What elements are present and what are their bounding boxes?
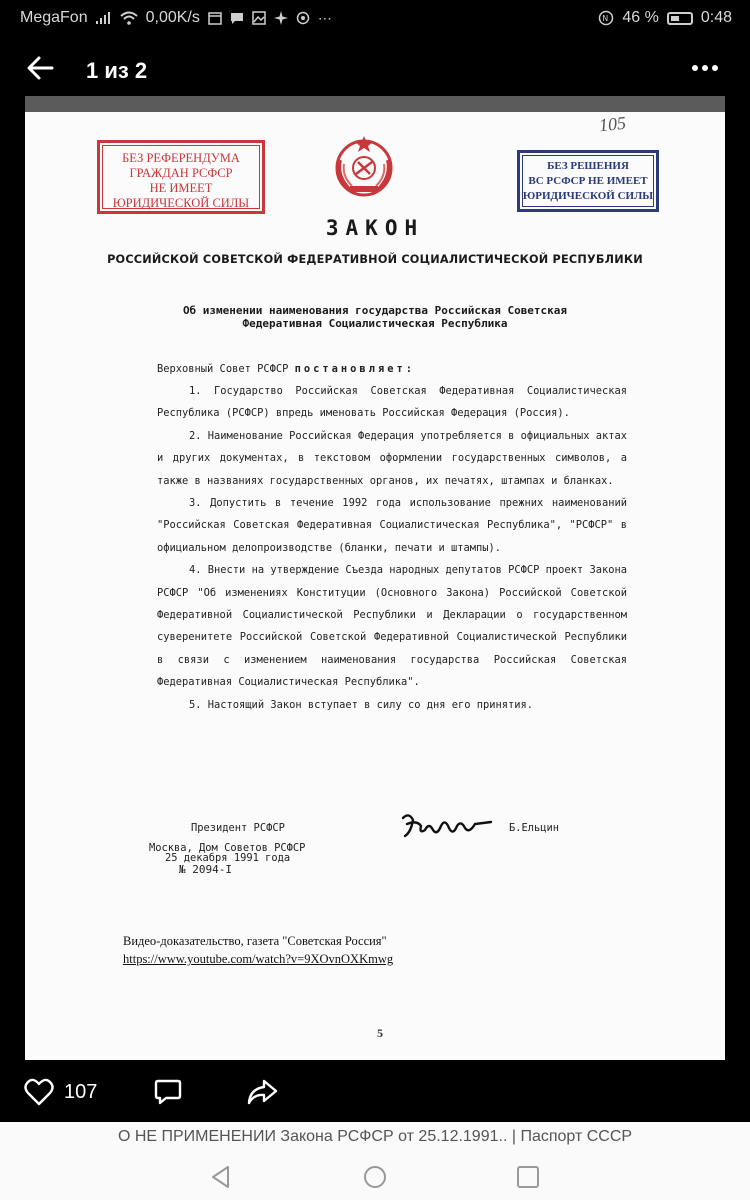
calendar-icon — [208, 11, 222, 25]
net-speed: 0,00K/s — [145, 9, 200, 26]
law-about-line: Об изменении наименования государства Российская Советская — [182, 304, 568, 317]
chat-icon — [230, 11, 244, 25]
archive-number: 105 — [597, 112, 627, 136]
clock: 0:48 — [700, 9, 732, 26]
wifi-icon — [120, 11, 138, 25]
sign-date: 25 декабря 1991 года — [165, 852, 291, 864]
status-right — [598, 9, 732, 27]
battery-percent: 46 % — [622, 9, 659, 26]
law-paragraph: 3. Допустить в течение 1992 года использование прежних наименований "Российская Советская Федеративная Социалистическая Республика", "РСФСР" в официальном делопроизводстве (бланки, печати и штампы). — [157, 497, 627, 554]
document-page — [25, 112, 725, 1060]
signer-name: Б.Ельцин — [509, 822, 560, 834]
source-title[interactable]: О НЕ ПРИМЕНЕНИИ Закона РСФСР от 25.12.1991.. | Паспорт СССР — [0, 1122, 750, 1152]
video-caption: Видео-доказательство, газета "Советская Россия" — [123, 934, 387, 948]
document-top-strip — [25, 96, 725, 112]
browser-icon — [296, 11, 310, 25]
stamp-inner-border — [522, 155, 654, 207]
law-paragraph: 5. Настоящий Закон вступает в силу со дня его принятия. — [189, 698, 534, 711]
page-number: 5 — [377, 1026, 383, 1040]
law-number: № 2094-I — [179, 863, 232, 876]
law-paragraph: 4. Внести на утверждение Съезда народных депутатов РСФСР проект Закона РСФСР "Об изменениях Конституции (Основного Закона) Российской Советской Федеративной Социалистической Республики и Декларации о государственном суверенитете Российской Советской Федеративной Социалистической Республики в связи с изменением наименования государства Российская Советская Федеративная Социалистическая Республика". — [157, 564, 627, 689]
nav-home-icon[interactable] — [362, 1164, 388, 1190]
heart-icon — [24, 1078, 54, 1106]
stamp-right-line: ЮРИДИЧЕСКОЙ СИЛЫ — [522, 190, 654, 202]
like-count: 107 — [64, 1080, 98, 1103]
handwritten-signature — [399, 810, 495, 842]
gallery-icon — [252, 11, 266, 25]
law-paragraph: 2. Наименование Российская Федерация употребляется в официальных актах и других документах, в текстовом оформлении государственных символов, а также в названиях государственных органов, их печатях, штампах и бланках. — [157, 429, 627, 487]
sparkle-icon — [274, 11, 288, 25]
more-dots-icon[interactable] — [690, 58, 720, 78]
preamble — [157, 358, 627, 380]
law-title: ЗАКОН — [325, 216, 425, 240]
law-about — [155, 304, 595, 330]
carrier-name: MegaFon — [20, 9, 88, 26]
arrow-left-icon[interactable] — [24, 52, 56, 84]
nav-back-icon[interactable] — [208, 1164, 234, 1190]
stamp-no-referendum — [97, 140, 265, 214]
page-counter: 1 из 2 — [86, 58, 148, 83]
law-body — [157, 380, 627, 716]
app-bar — [0, 36, 750, 96]
nfc-icon — [598, 10, 614, 26]
like-button[interactable] — [24, 1078, 97, 1106]
share-icon — [246, 1078, 278, 1106]
system-nav-bar — [0, 1152, 750, 1200]
stamp-left-line: ЮРИДИЧЕСКОЙ СИЛЫ — [112, 196, 250, 210]
law-about-line: Федеративная Социалистическая Республика — [242, 317, 508, 330]
status-left — [20, 9, 332, 27]
stamp-left-line: НЕ ИМЕЕТ — [149, 181, 213, 195]
president-label: Президент РСФСР — [191, 822, 285, 834]
rsfsr-emblem-icon — [330, 130, 398, 200]
more-notifications-icon: ⋯ — [317, 9, 332, 26]
comment-button[interactable] — [154, 1078, 182, 1106]
stamp-inner-border — [102, 145, 260, 209]
svg-text:N: N — [602, 14, 609, 23]
law-paragraph: 1. Государство Российская Советская Федеративная Социалистическая Республика (РСФСР) впредь именовать Российская Федерация (Россия). — [157, 385, 627, 420]
stamp-left-line: ГРАЖДАН РСФСР — [129, 166, 233, 180]
nav-recents-icon[interactable] — [515, 1164, 541, 1190]
document-viewer[interactable] — [25, 96, 725, 1060]
stamp-left-line: БЕЗ РЕФЕРЕНДУМА — [122, 151, 240, 165]
share-button[interactable] — [246, 1078, 278, 1106]
comment-icon — [154, 1078, 182, 1106]
battery-icon — [667, 12, 693, 25]
action-bar — [0, 1060, 750, 1122]
stamp-right-line: ВС РСФСР НЕ ИМЕЕТ — [528, 175, 648, 187]
preamble-text: Верховный Совет РСФСР — [157, 363, 295, 375]
preamble-decree: постановляет: — [294, 363, 415, 375]
stamp-right-line: БЕЗ РЕШЕНИЯ — [547, 160, 629, 172]
signal-icon — [96, 12, 112, 24]
sign-place: Москва, Дом Советов РСФСР — [149, 842, 306, 854]
status-bar — [0, 0, 750, 36]
stamp-no-decision — [517, 150, 659, 212]
law-subtitle: РОССИЙСКОЙ СОВЕТСКОЙ ФЕДЕРАТИВНОЙ СОЦИАЛИСТИЧЕСКОЙ РЕСПУБЛИКИ — [107, 252, 643, 266]
video-link[interactable]: https://www.youtube.com/watch?v=9XOvnOXKmwg — [123, 952, 394, 966]
